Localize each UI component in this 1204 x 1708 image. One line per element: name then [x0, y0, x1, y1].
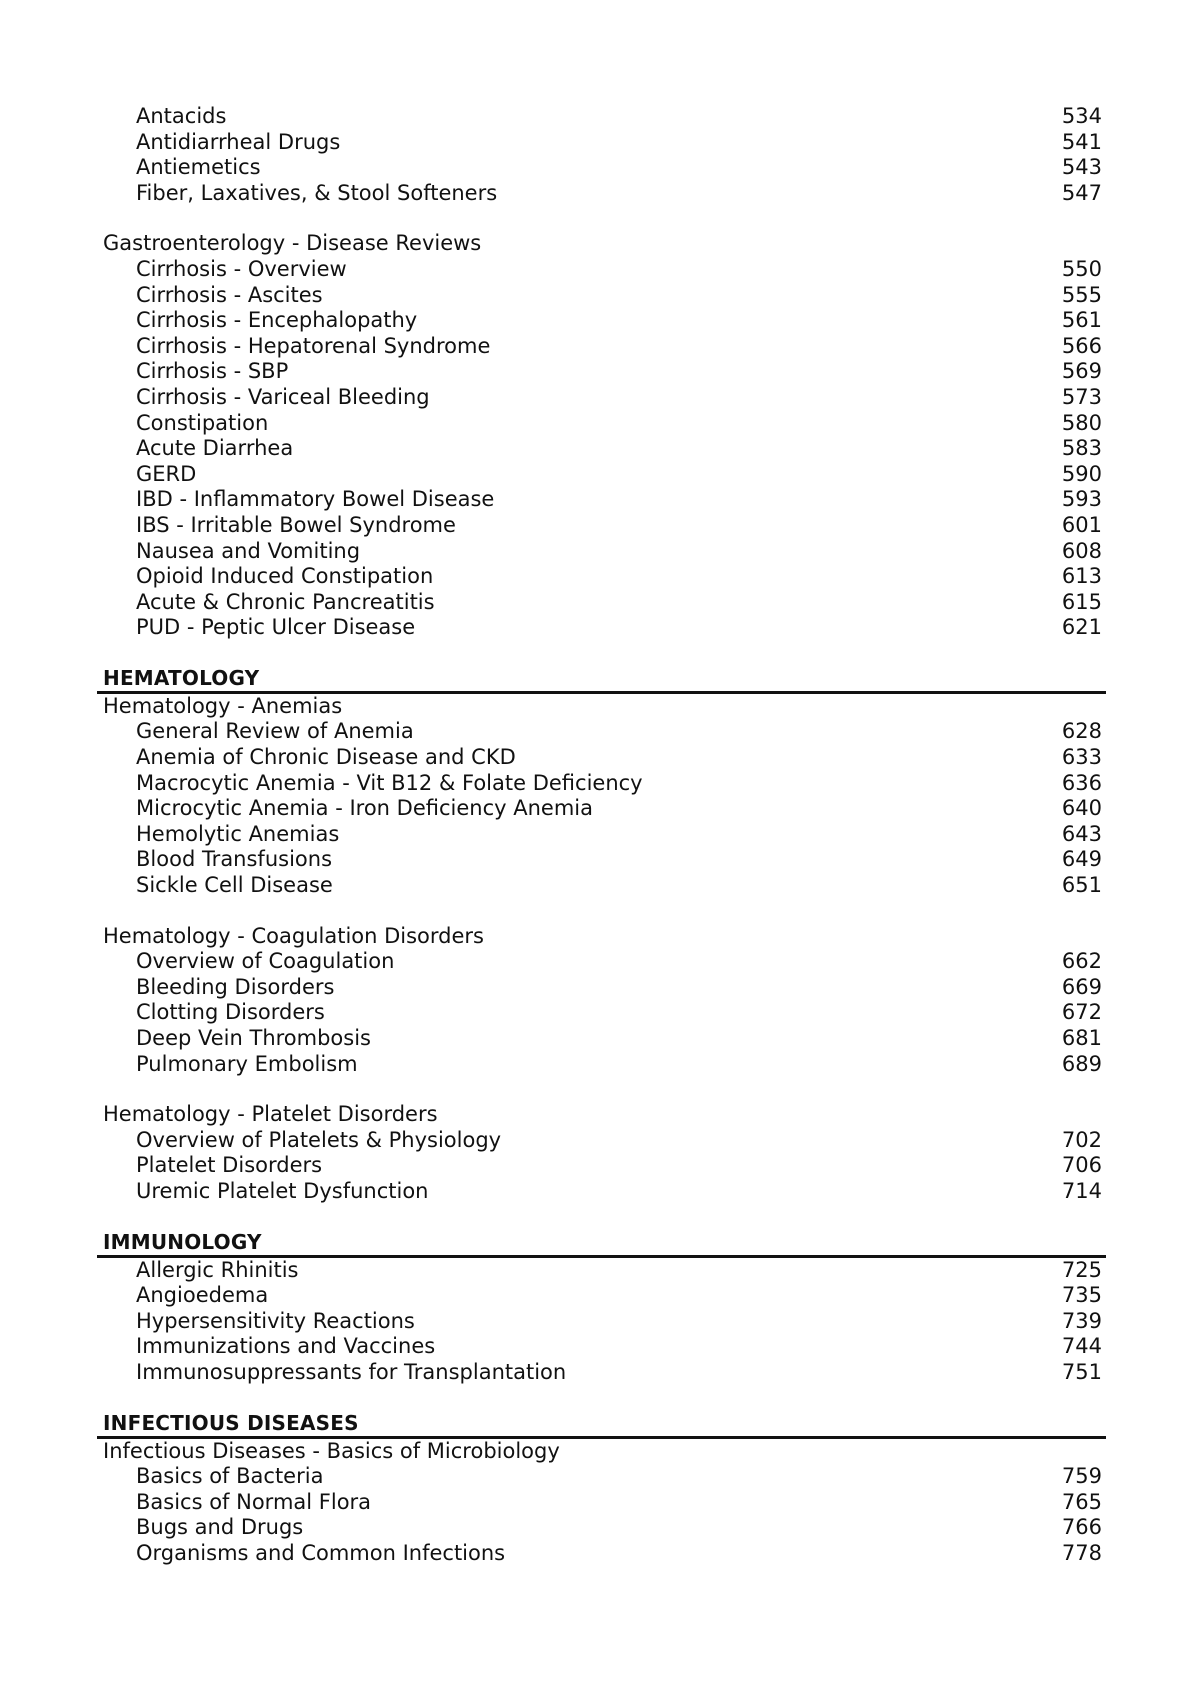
toc-entry[interactable] — [103, 822, 1106, 848]
entry-title: Platelet Disorders — [136, 1153, 323, 1178]
entry-title: Hypersensitivity Reactions — [136, 1308, 415, 1333]
toc-entry[interactable] — [103, 719, 1106, 745]
entry-title: IBS - Irritable Bowel Syndrome — [136, 512, 456, 537]
entry-page-number: 751 — [1061, 1359, 1102, 1384]
entry-page-number: 534 — [1061, 104, 1102, 128]
entry-title: Basics of Bacteria — [136, 1464, 324, 1489]
entry-page-number: 573 — [1061, 384, 1102, 409]
toc-entry[interactable] — [103, 745, 1106, 771]
subsection-heading — [103, 924, 1106, 950]
toc-entry[interactable] — [103, 513, 1106, 539]
entry-page-number: 766 — [1061, 1515, 1102, 1540]
toc-entry[interactable] — [103, 771, 1106, 797]
toc-entry[interactable] — [103, 385, 1106, 411]
subsection-heading — [103, 1102, 1106, 1128]
toc-entry[interactable] — [103, 847, 1106, 873]
entry-page-number: 643 — [1061, 821, 1102, 846]
subsection-title: Hematology - Platelet Disorders — [103, 1102, 438, 1127]
entry-page-number: 702 — [1061, 1127, 1102, 1152]
entry-title: Basics of Normal Flora — [136, 1489, 372, 1514]
toc-entry[interactable] — [103, 334, 1106, 360]
toc-entry[interactable] — [103, 308, 1106, 334]
toc-entry[interactable] — [103, 564, 1106, 590]
toc-entry[interactable] — [103, 104, 1106, 130]
entry-page-number: 706 — [1061, 1153, 1102, 1178]
toc-entry[interactable] — [103, 615, 1106, 641]
entry-page-number: 681 — [1061, 1026, 1102, 1050]
entry-title: Nausea and Vomiting — [136, 538, 361, 563]
toc-entry[interactable] — [103, 1128, 1106, 1154]
entry-page-number: 765 — [1061, 1489, 1102, 1514]
entry-page-number: 543 — [1061, 155, 1102, 180]
spacer — [103, 899, 1106, 924]
entry-page-number: 608 — [1061, 538, 1102, 563]
subsection-heading — [103, 1439, 1106, 1465]
entry-title: Microcytic Anemia - Iron Deficiency Anemia — [136, 796, 593, 821]
entry-page-number: 633 — [1061, 745, 1102, 770]
entry-title: Overview of Platelets & Physiology — [136, 1127, 502, 1152]
entry-title: Constipation — [136, 410, 269, 435]
entry-title: Clotting Disorders — [136, 1000, 325, 1025]
section-heading — [103, 1411, 1106, 1436]
entry-title: Blood Transfusions — [136, 847, 333, 872]
entry-page-number: 615 — [1061, 589, 1102, 614]
entry-page-number: 555 — [1061, 282, 1102, 307]
entry-page-number: 628 — [1061, 719, 1102, 744]
entry-title: Uremic Platelet Dysfunction — [136, 1178, 429, 1203]
entry-page-number: 590 — [1061, 461, 1102, 486]
entry-title: PUD - Peptic Ulcer Disease — [136, 615, 416, 640]
entry-title: Cirrhosis - Overview — [136, 256, 347, 281]
subsection-heading — [103, 694, 1106, 720]
entry-title: Immunosuppressants for Transplantation — [136, 1359, 567, 1384]
toc-entry[interactable] — [103, 1000, 1106, 1026]
entry-title: Pulmonary Embolism — [136, 1051, 358, 1076]
entry-title: Opioid Induced Constipation — [136, 564, 434, 589]
toc-entry[interactable] — [103, 436, 1106, 462]
entry-page-number: 550 — [1061, 256, 1102, 281]
entry-title: Overview of Coagulation — [136, 949, 395, 974]
entry-page-number: 566 — [1061, 333, 1102, 358]
entry-page-number: 662 — [1061, 949, 1102, 974]
toc-entry[interactable] — [103, 539, 1106, 565]
entry-page-number: 725 — [1061, 1257, 1102, 1282]
entry-page-number: 689 — [1061, 1051, 1102, 1076]
toc-entry[interactable] — [103, 1334, 1106, 1360]
toc-entry[interactable] — [103, 462, 1106, 488]
entry-title: Cirrhosis - SBP — [136, 359, 289, 384]
entry-title: Angioedema — [136, 1283, 269, 1308]
toc-entry[interactable] — [103, 257, 1106, 283]
entry-page-number: 561 — [1061, 308, 1102, 333]
toc-entry[interactable] — [103, 1179, 1106, 1205]
spacer — [103, 206, 1106, 231]
spacer — [103, 641, 1106, 666]
toc-entry[interactable] — [103, 181, 1106, 207]
toc-entry[interactable] — [103, 130, 1106, 156]
entry-page-number: 621 — [1061, 615, 1102, 640]
entry-page-number: 593 — [1061, 487, 1102, 512]
toc-entry[interactable] — [103, 1258, 1106, 1284]
entry-page-number: 651 — [1061, 873, 1102, 898]
entry-title: Antiemetics — [136, 155, 261, 180]
entry-title: Cirrhosis - Ascites — [136, 282, 323, 307]
entry-page-number: 714 — [1061, 1178, 1102, 1203]
entry-title: Deep Vein Thrombosis — [136, 1026, 371, 1050]
toc-entry[interactable] — [103, 1490, 1106, 1516]
entry-title: Cirrhosis - Encephalopathy — [136, 308, 418, 333]
toc-entry[interactable] — [103, 411, 1106, 437]
toc-entry[interactable] — [103, 1464, 1106, 1490]
spacer — [103, 1386, 1106, 1411]
subsection-heading — [103, 231, 1106, 257]
entry-title: Sickle Cell Disease — [136, 873, 333, 898]
entry-title: Macrocytic Anemia - Vit B12 & Folate Deficiency — [136, 770, 643, 795]
entry-title: Bleeding Disorders — [136, 974, 335, 999]
entry-page-number: 541 — [1061, 129, 1102, 154]
entry-title: Fiber, Laxatives, & Stool Softeners — [136, 180, 498, 205]
toc-entry[interactable] — [103, 590, 1106, 616]
entry-title: GERD — [136, 461, 197, 486]
entry-page-number: 744 — [1061, 1334, 1102, 1359]
toc-entry[interactable] — [103, 1026, 1106, 1052]
entry-page-number: 569 — [1061, 359, 1102, 384]
entry-page-number: 583 — [1061, 436, 1102, 461]
toc-entry[interactable] — [103, 1309, 1106, 1335]
entry-title: Organisms and Common Infections — [136, 1540, 506, 1565]
toc-entry[interactable] — [103, 949, 1106, 975]
entry-page-number: 778 — [1061, 1540, 1102, 1565]
entry-page-number: 613 — [1061, 564, 1102, 589]
entry-title: Bugs and Drugs — [136, 1515, 304, 1540]
entry-title: Immunizations and Vaccines — [136, 1334, 436, 1359]
entry-title: Acute & Chronic Pancreatitis — [136, 589, 435, 614]
entry-title: Cirrhosis - Hepatorenal Syndrome — [136, 333, 491, 358]
entry-title: Anemia of Chronic Disease and CKD — [136, 745, 516, 770]
entry-page-number: 580 — [1061, 410, 1102, 435]
entry-page-number: 672 — [1061, 1000, 1102, 1025]
entry-title: Allergic Rhinitis — [136, 1257, 299, 1282]
subsection-title: Hematology - Coagulation Disorders — [103, 923, 484, 948]
toc-entry[interactable] — [103, 1360, 1106, 1386]
section-title: HEMATOLOGY — [103, 665, 260, 690]
entry-page-number: 601 — [1061, 512, 1102, 537]
entry-page-number: 649 — [1061, 847, 1102, 872]
entry-title: General Review of Anemia — [136, 719, 414, 744]
toc-entry[interactable] — [103, 796, 1106, 822]
entry-page-number: 640 — [1061, 796, 1102, 821]
toc-entry[interactable] — [103, 283, 1106, 309]
entry-page-number: 759 — [1061, 1464, 1102, 1489]
section-title: IMMUNOLOGY — [103, 1229, 262, 1254]
subsection-title: Infectious Diseases - Basics of Microbiology — [103, 1438, 560, 1463]
toc-entry[interactable] — [103, 1541, 1106, 1567]
subsection-title: Gastroenterology - Disease Reviews — [103, 231, 482, 256]
entry-title: Hemolytic Anemias — [136, 821, 340, 846]
toc-entry[interactable] — [103, 359, 1106, 385]
entry-page-number: 735 — [1061, 1283, 1102, 1308]
toc-entry[interactable] — [103, 487, 1106, 513]
section-title: INFECTIOUS DISEASES — [103, 1410, 359, 1435]
spacer — [103, 1077, 1106, 1102]
toc-entry[interactable] — [103, 155, 1106, 181]
toc-entry[interactable] — [103, 1283, 1106, 1309]
section-heading — [103, 1230, 1106, 1255]
section-heading — [103, 666, 1106, 691]
entry-page-number: 669 — [1061, 974, 1102, 999]
entry-title: Antacids — [136, 104, 227, 128]
entry-page-number: 636 — [1061, 770, 1102, 795]
toc-entry[interactable] — [103, 873, 1106, 899]
subsection-title: Hematology - Anemias — [103, 693, 343, 718]
entry-page-number: 547 — [1061, 180, 1102, 205]
toc-entry[interactable] — [103, 1515, 1106, 1541]
toc-entry[interactable] — [103, 1052, 1106, 1078]
toc-entry[interactable] — [103, 1153, 1106, 1179]
table-of-contents — [103, 104, 1106, 1567]
entry-page-number: 739 — [1061, 1308, 1102, 1333]
entry-title: Antidiarrheal Drugs — [136, 129, 341, 154]
toc-entry[interactable] — [103, 975, 1106, 1001]
entry-title: Acute Diarrhea — [136, 436, 294, 461]
entry-title: IBD - Inflammatory Bowel Disease — [136, 487, 495, 512]
spacer — [103, 1205, 1106, 1230]
entry-title: Cirrhosis - Variceal Bleeding — [136, 384, 430, 409]
